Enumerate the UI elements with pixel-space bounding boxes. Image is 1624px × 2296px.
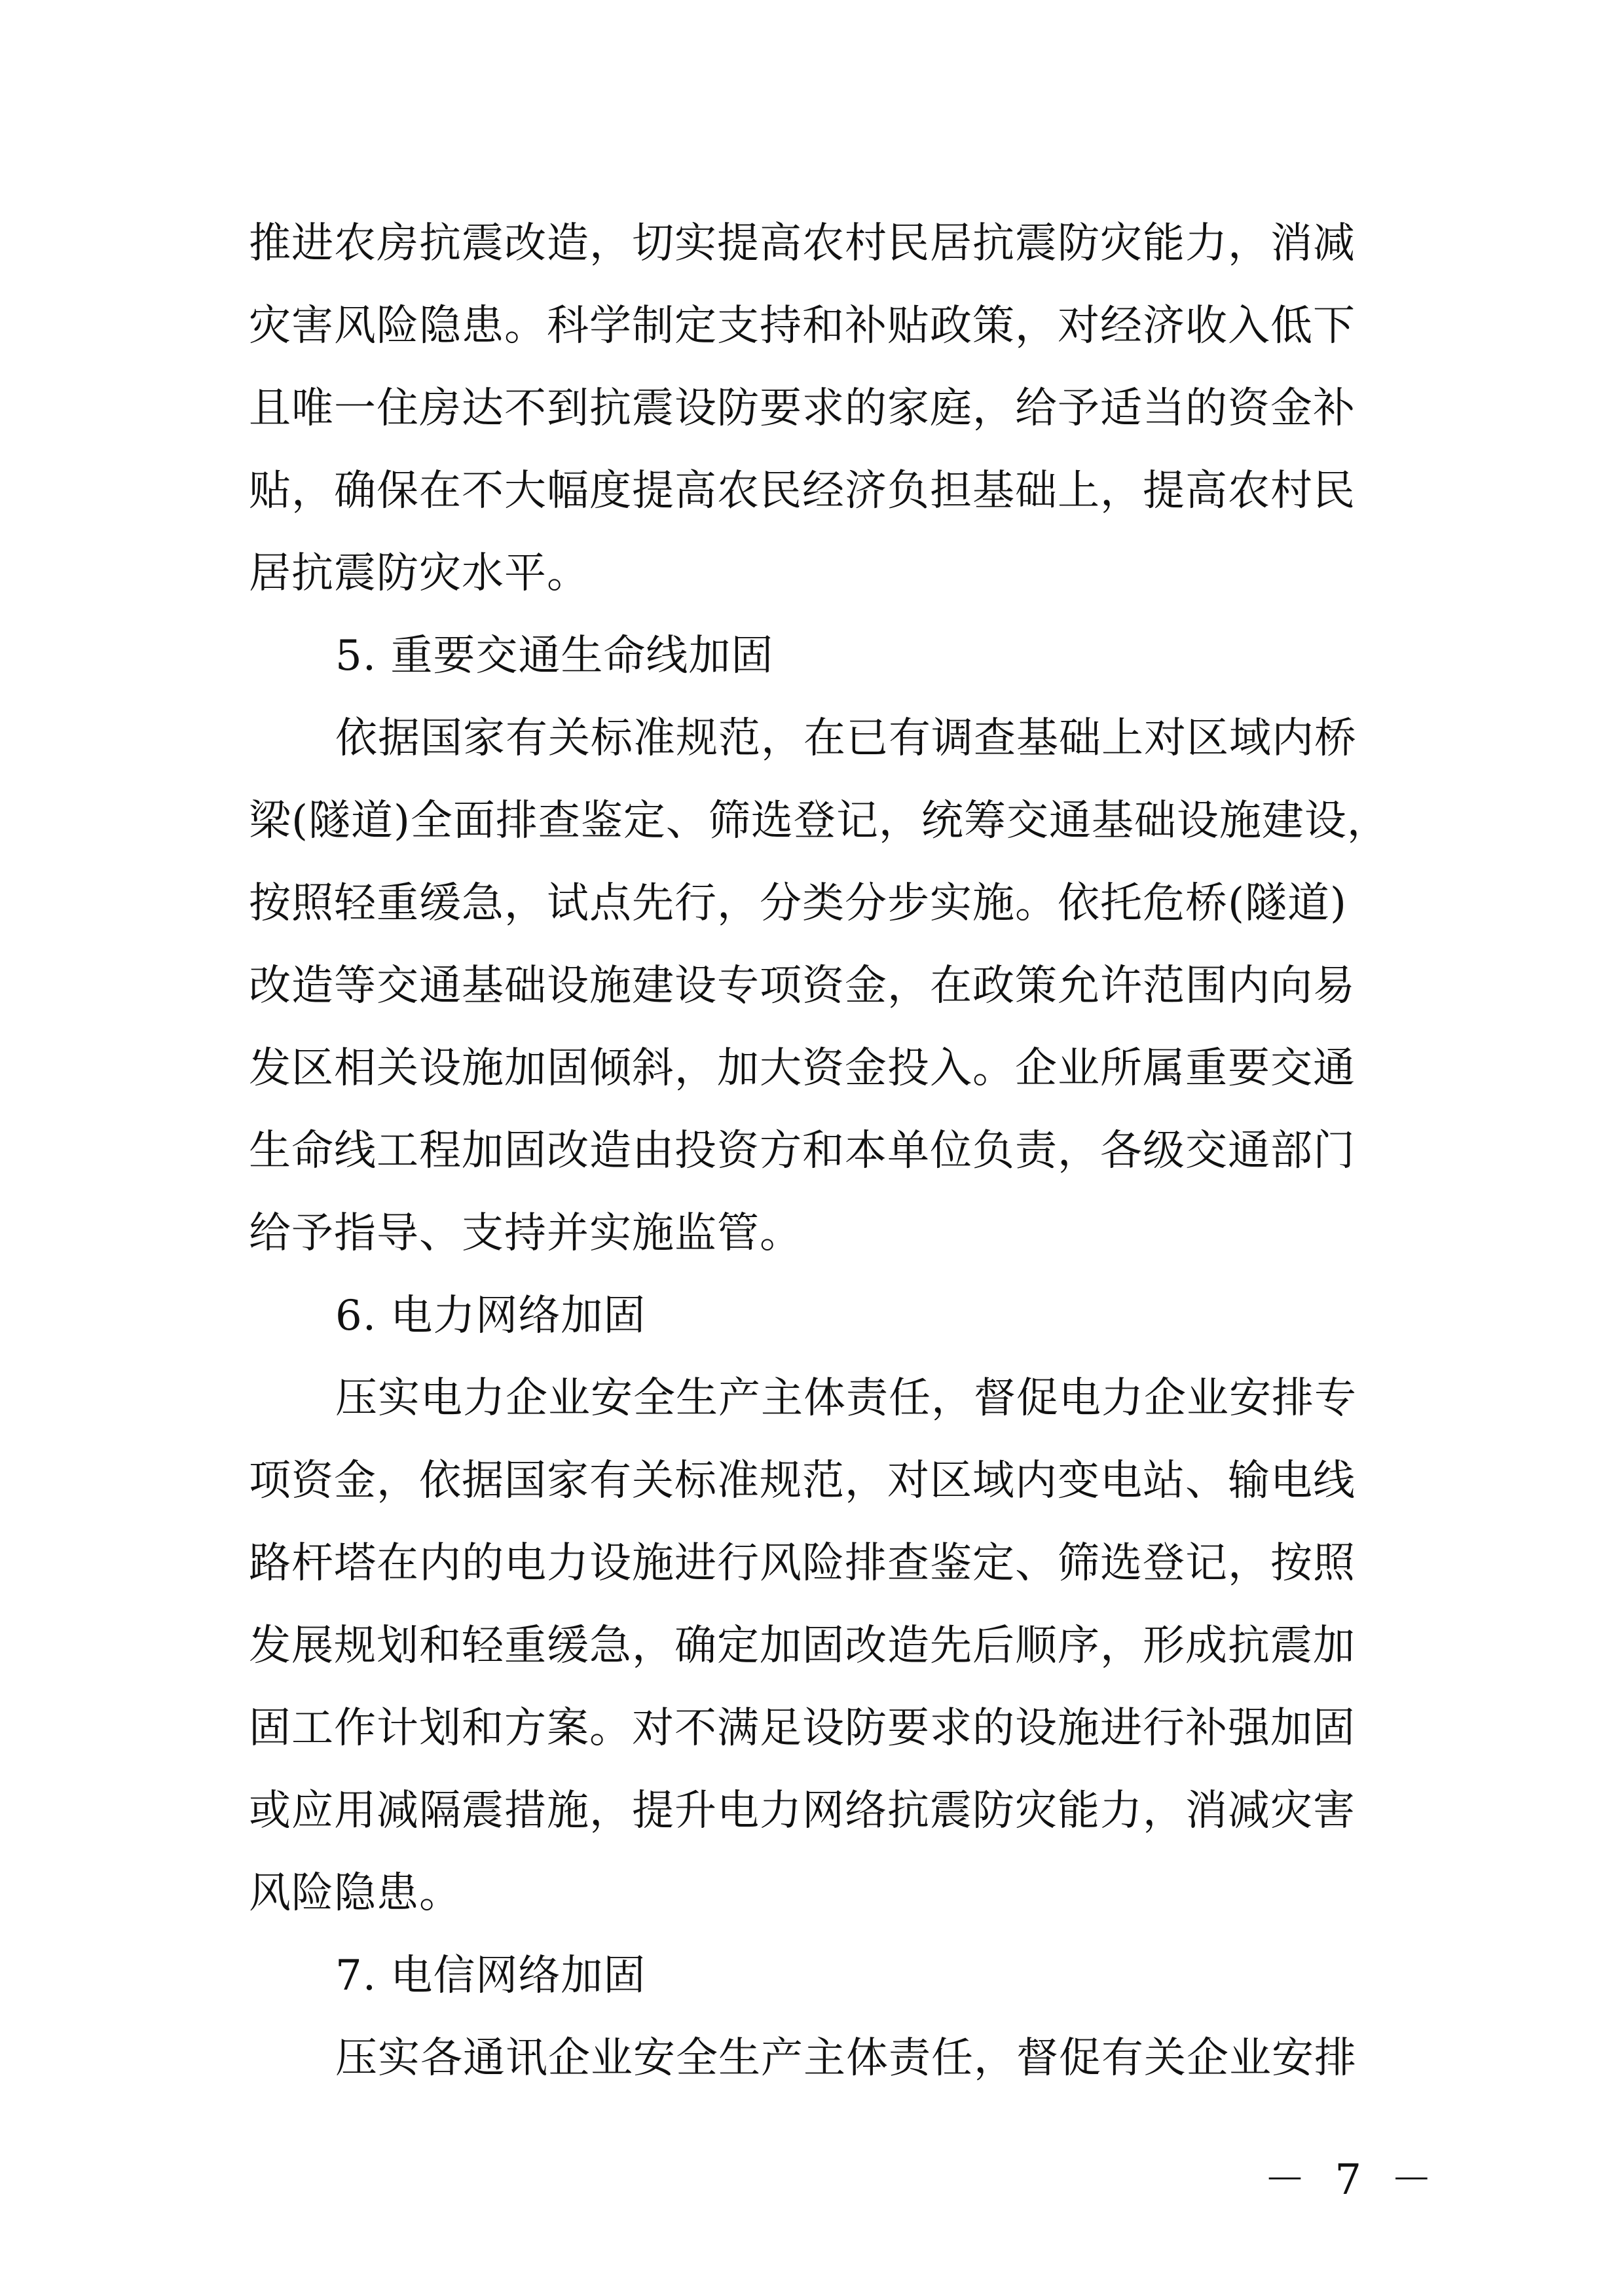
body-text-line: 改造等交通基础设施建设专项资金，在政策允许范围内向易: [249, 962, 1356, 1010]
body-text-line: 压实各通讯企业安全生产主体责任，督促有关企业安排: [335, 2034, 1357, 2083]
body-text-line: 居抗震防灾水平。: [249, 549, 589, 598]
page-number: － 7 －: [1264, 2156, 1441, 2204]
section-heading: 5. 重要交通生命线加固: [335, 632, 774, 680]
body-text-line: 灾害风险隐患。科学制定支持和补贴政策，对经济收入低下: [249, 302, 1356, 350]
body-text-line: 推进农房抗震改造，切实提高农村民居抗震防灾能力，消减: [249, 219, 1356, 268]
body-text-line: 贴，确保在不大幅度提高农民经济负担基础上，提高农村民: [249, 467, 1356, 515]
section-heading: 6. 电力网络加固: [335, 1292, 646, 1340]
body-text-line: 依据国家有关标准规范，在已有调查基础上对区域内桥: [335, 714, 1357, 763]
body-text-line: 梁(隧道)全面排查鉴定、筛选登记，统筹交通基础设施建设，: [249, 797, 1390, 845]
body-text-line: 生命线工程加固改造由投资方和本单位负责，各级交通部门: [249, 1127, 1356, 1175]
body-text-line: 发区相关设施加固倾斜，加大资金投入。企业所属重要交通: [249, 1044, 1356, 1093]
body-text-line: 给予指导、支持并实施监管。: [249, 1209, 802, 1258]
body-text-line: 路杆塔在内的电力设施进行风险排查鉴定、筛选登记，按照: [249, 1539, 1356, 1588]
body-text-line: 项资金，依据国家有关标准规范，对区域内变电站、输电线: [249, 1457, 1356, 1505]
body-text-line: 风险隐患。: [249, 1869, 462, 1918]
body-text-line: 固工作计划和方案。对不满足设防要求的设施进行补强加固: [249, 1704, 1356, 1753]
body-text-line: 发展规划和轻重缓急，确定加固改造先后顺序，形成抗震加: [249, 1622, 1356, 1670]
body-text-line: 压实电力企业安全生产主体责任，督促电力企业安排专: [335, 1374, 1357, 1423]
body-text-line: 且唯一住房达不到抗震设防要求的家庭，给予适当的资金补: [249, 384, 1356, 433]
body-text-line: 或应用减隔震措施，提升电力网络抗震防灾能力，消减灾害: [249, 1787, 1356, 1835]
section-heading: 7. 电信网络加固: [335, 1952, 646, 2000]
body-text-line: 按照轻重缓急，试点先行，分类分步实施。依托危桥(隧道): [249, 879, 1347, 928]
